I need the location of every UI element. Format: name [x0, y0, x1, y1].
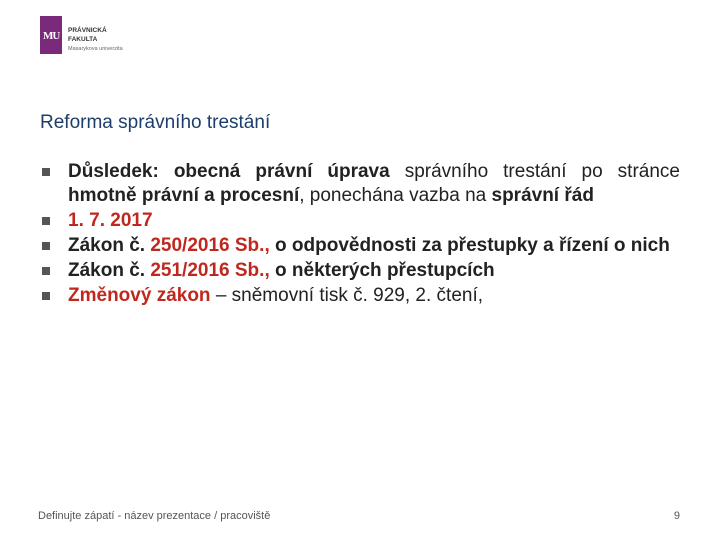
bullet-3-part-3: o odpovědnosti za přestupky a řízení o nich: [269, 235, 670, 256]
square-bullet-icon: [42, 168, 50, 176]
bullet-1-part-5: správní řád: [491, 185, 594, 206]
bullet-1-part-2: správního trestání po stránce: [389, 161, 680, 182]
footer-text: Definujte zápatí - název prezentace / pracoviště: [38, 510, 271, 522]
bullet-5-part-2: – sněmovní tisk č. 929, 2. čtení,: [210, 285, 484, 306]
bullet-2-date: 1. 7. 2017: [68, 210, 153, 231]
bullet-item-law-251: [40, 259, 680, 283]
logo-mark-letters: MU: [43, 30, 60, 42]
square-bullet-icon: [42, 292, 50, 300]
bullet-item-amending-law: [40, 284, 680, 308]
bullet-4-part-3: o některých přestupcích: [269, 260, 495, 281]
logo-line-2: FAKULTA: [68, 36, 98, 43]
logo-mark: [40, 16, 62, 54]
slide-title: Reforma správního trestání: [40, 112, 271, 133]
bullet-1-part-4: , ponechána vazba na: [299, 185, 492, 206]
faculty-logo: [40, 16, 123, 54]
square-bullet-icon: [42, 217, 50, 225]
logo-subtitle: Masarykova univerzita: [68, 46, 123, 52]
bullet-item-law-250: [40, 234, 680, 258]
page-number: 9: [673, 510, 680, 522]
square-bullet-icon: [42, 242, 50, 250]
bullet-4-law-number: 251/2016 Sb.,: [150, 260, 270, 281]
logo-line-1: PRÁVNICKÁ: [68, 27, 107, 34]
square-bullet-icon: [42, 267, 50, 275]
bullet-3-law-number: 250/2016 Sb.,: [150, 235, 270, 256]
bullet-1-part-1: Důsledek: obecná právní úprava: [68, 161, 390, 182]
bullet-4-part-1: Zákon č.: [68, 260, 151, 281]
bullet-list: [40, 160, 680, 309]
bullet-1-part-3: hmotně právní a procesní: [68, 185, 300, 206]
bullet-5-part-1: Změnový zákon: [68, 285, 211, 306]
bullet-item-date: [40, 209, 680, 233]
logo-text: [68, 26, 123, 54]
bullet-3-part-1: Zákon č.: [68, 235, 151, 256]
bullet-item-consequence: [40, 160, 680, 208]
